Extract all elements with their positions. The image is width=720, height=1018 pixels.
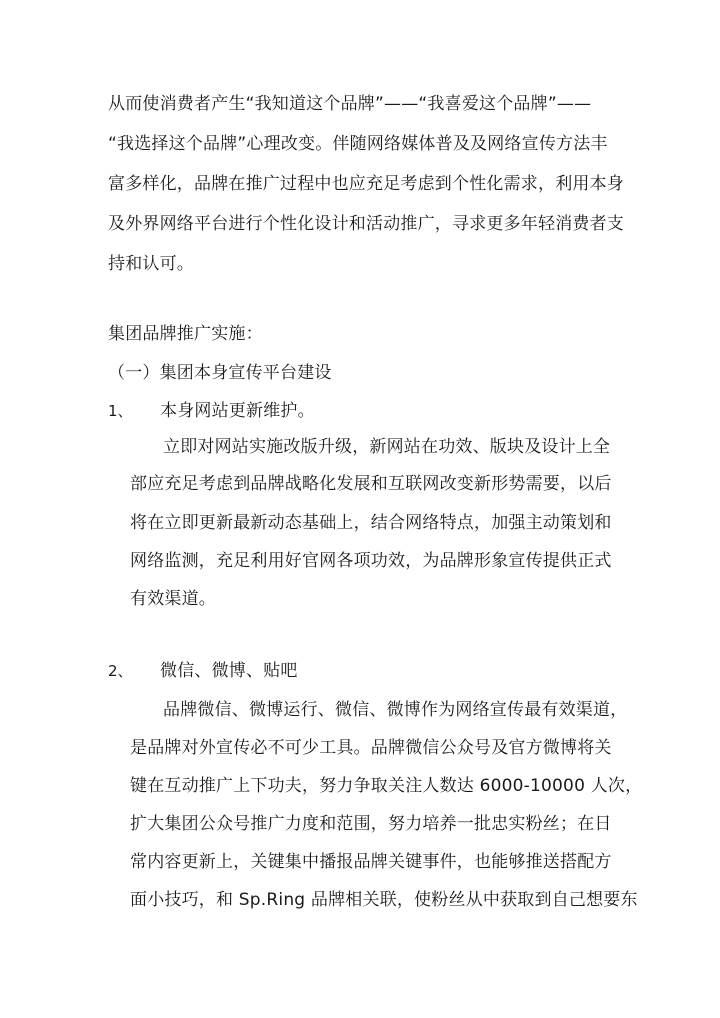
section-subheading: （一）集团本身宣传平台建设 <box>108 363 332 383</box>
item-2-line-3: 键在互动推广上下功夫，努力争取关注人数达 6000-10000 人次， <box>130 776 643 796</box>
item-2-line-2: 是品牌对外宣传必不可少工具。品牌微信公众号及官方微博将关 <box>130 738 612 758</box>
item-2-line-6: 面小技巧，和 Sp.Ring 品牌相关联，使粉丝从中获取到自己想要东 <box>130 890 638 910</box>
item-2-line-5: 常内容更新上，关键集中播报品牌关键事件，也能够推送搭配方 <box>130 852 612 872</box>
intro-line-5: 持和认可。 <box>108 254 194 274</box>
item-2-line-4: 扩大集团公众号推广力度和范围，努力培养一批忠实粉丝；在日 <box>130 814 612 834</box>
intro-line-4: 及外界网络平台进行个性化设计和活动推广，寻求更多年轻消费者支 <box>108 214 624 234</box>
item-1-line-3: 将在立即更新最新动态基础上，结合网络特点，加强主动策划和 <box>130 513 612 533</box>
item-2-number: 2、 <box>108 662 133 680</box>
item-1-title: 本身网站更新维护。 <box>160 401 315 421</box>
item-1-line-4: 网络监测，充足利用好官网各项功效，为品牌形象宣传提供正式 <box>130 551 612 571</box>
item-2-title: 微信、微博、贴吧 <box>160 661 298 681</box>
intro-line-2: “我选择这个品牌”心理改变。伴随网络媒体普及及网络宣传方法丰 <box>108 134 608 154</box>
section-heading: 集团品牌推广实施： <box>108 324 263 344</box>
item-2-line-1: 品牌微信、微博运行、微信、微博作为网络宣传最有效渠道， <box>163 700 628 720</box>
item-1-number: 1、 <box>108 402 133 420</box>
item-1-line-2: 部应充足考虑到品牌战略化发展和互联网改变新形势需要，以后 <box>130 474 612 494</box>
item-1-line-5: 有效渠道。 <box>130 589 216 609</box>
intro-line-3: 富多样化，品牌在推广过程中也应充足考虑到个性化需求，利用本身 <box>108 174 624 194</box>
intro-line-1: 从而使消费者产生“我知道这个品牌”——“我喜爱这个品牌”—— <box>108 94 592 114</box>
item-1-line-1: 立即对网站实施改版升级，新网站在功效、版块及设计上全 <box>163 437 611 457</box>
